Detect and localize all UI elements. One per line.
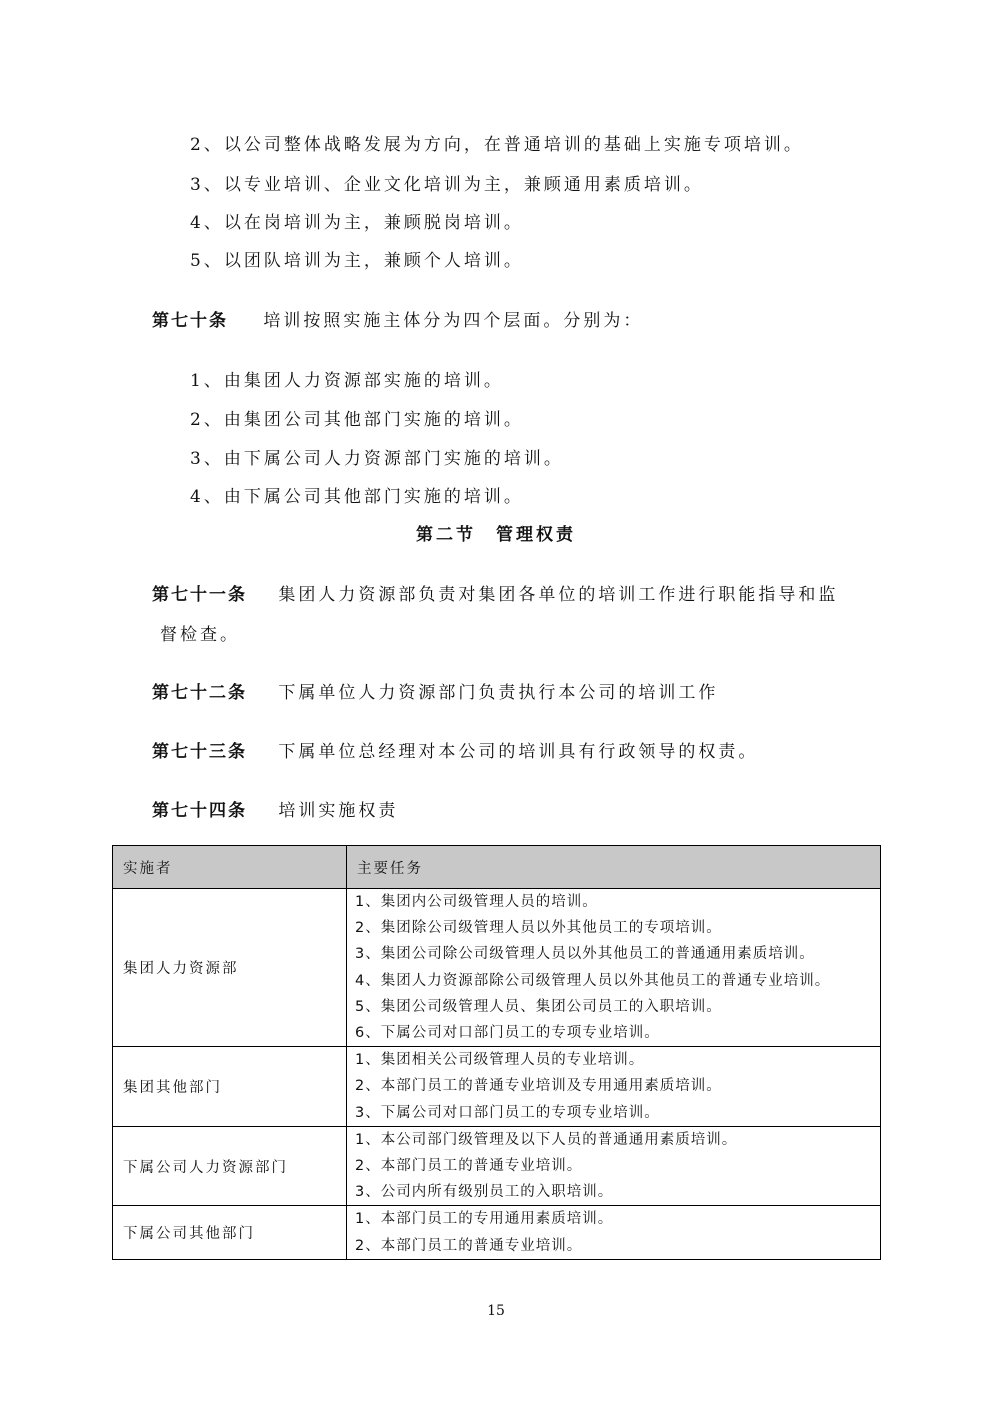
list-item: 4、由下属公司其他部门实施的培训。 — [190, 487, 524, 507]
article-73 — [152, 737, 758, 762]
task-item: 1、集团相关公司级管理人员的专业培训。 — [355, 1052, 645, 1069]
article-text-continued: 督检查。 — [160, 625, 240, 645]
list-item: 4、以在岗培训为主，兼顾脱岗培训。 — [190, 213, 524, 233]
task-item: 5、集团公司级管理人员、集团公司员工的入职培训。 — [355, 998, 722, 1015]
column-header: 实施者 — [113, 846, 347, 889]
table-row — [113, 1047, 881, 1127]
executor-cell: 集团人力资源部 — [113, 889, 347, 1047]
article-text: 集团人力资源部负责对集团各单位的培训工作进行职能指导和监 — [278, 585, 839, 605]
task-item: 1、集团内公司级管理人员的培训。 — [355, 894, 598, 910]
task-item: 3、下属公司对口部门员工的专项专业培训。 — [355, 1104, 660, 1121]
article-70 — [152, 306, 643, 331]
table-row — [113, 889, 881, 1047]
task-item: 6、下属公司对口部门员工的专项专业培训。 — [355, 1025, 660, 1042]
table-row — [113, 1206, 881, 1259]
tasks-cell — [347, 1206, 881, 1259]
article-number: 第七十四条 — [152, 801, 247, 821]
executor-cell: 下属公司人力资源部门 — [113, 1126, 347, 1206]
task-item: 1、本公司部门级管理及以下人员的普通通用素质培训。 — [355, 1131, 738, 1148]
list-item: 1、由集团人力资源部实施的培训。 — [190, 371, 504, 391]
task-item: 2、本部门员工的普通专业培训。 — [355, 1158, 583, 1175]
list-item: 2、以公司整体战略发展为方向，在普通培训的基础上实施专项培训。 — [190, 135, 804, 155]
page-number: 15 — [487, 1303, 505, 1319]
tasks-cell — [347, 1126, 881, 1206]
article-72 — [152, 678, 718, 703]
task-item: 2、本部门员工的普通专业培训及专用通用素质培训。 — [355, 1078, 722, 1095]
task-item: 3、集团公司除公司级管理人员以外其他员工的普通通用素质培训。 — [355, 946, 815, 963]
task-item: 2、集团除公司级管理人员以外其他员工的专项培训。 — [355, 920, 722, 937]
executor-cell: 下属公司其他部门 — [113, 1206, 347, 1259]
tasks-cell — [347, 889, 881, 1047]
list-item: 5、以团队培训为主，兼顾个人培训。 — [190, 251, 524, 271]
article-text: 培训实施权责 — [278, 801, 399, 821]
list-item: 2、由集团公司其他部门实施的培训。 — [190, 410, 524, 430]
article-text: 下属单位人力资源部门负责执行本公司的培训工作 — [278, 683, 719, 703]
executor-cell: 集团其他部门 — [113, 1047, 347, 1127]
article-74 — [152, 796, 398, 821]
task-item: 3、公司内所有级别员工的入职培训。 — [355, 1184, 614, 1201]
article-number: 第七十三条 — [152, 742, 247, 762]
article-text: 下属单位总经理对本公司的培训具有行政领导的权责。 — [278, 742, 759, 762]
article-71 — [152, 580, 838, 605]
task-item: 4、集团人力资源部除公司级管理人员以外其他员工的普通专业培训。 — [355, 972, 831, 989]
article-number: 第七十一条 — [152, 585, 247, 605]
article-number: 第七十二条 — [152, 683, 247, 703]
tasks-cell — [347, 1047, 881, 1127]
list-item: 3、以专业培训、企业文化培训为主，兼顾通用素质培训。 — [190, 175, 704, 195]
task-item: 1、本部门员工的专用通用素质培训。 — [355, 1211, 614, 1228]
responsibility-table — [112, 845, 881, 1260]
table-header-row — [113, 846, 881, 889]
list-item: 3、由下属公司人力资源部门实施的培训。 — [190, 449, 564, 469]
task-item: 2、本部门员工的普通专业培训。 — [355, 1237, 583, 1254]
article-number: 第七十条 — [152, 311, 228, 331]
article-text: 培训按照实施主体分为四个层面。分别为： — [263, 311, 644, 331]
section-title: 第二节 管理权责 — [416, 525, 576, 545]
column-header: 主要任务 — [347, 846, 881, 889]
table-row — [113, 1126, 881, 1206]
